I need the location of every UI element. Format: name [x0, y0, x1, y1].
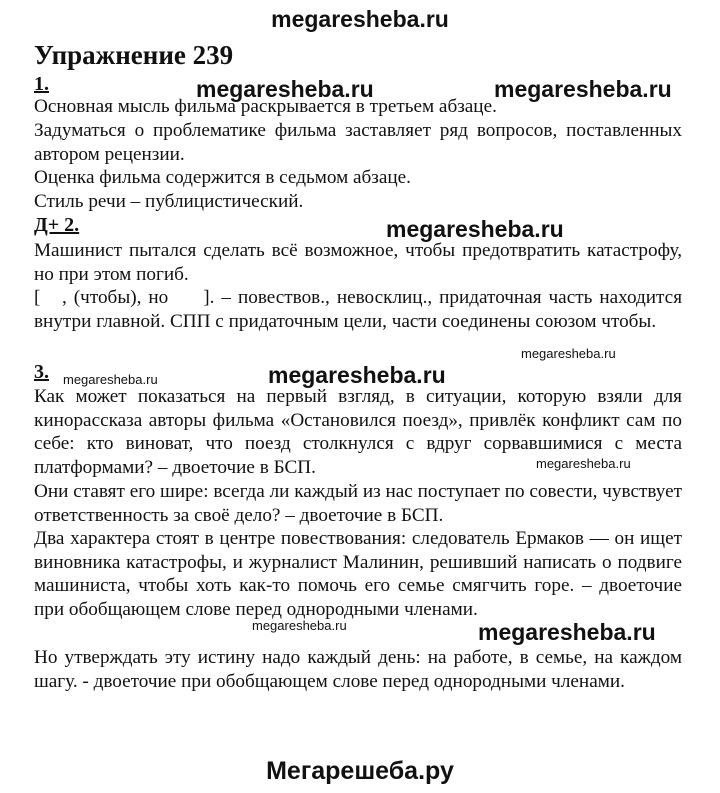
section-1-line: Стиль речи – публицистический.: [34, 191, 304, 212]
section-3-label: 3.: [34, 361, 49, 383]
section-2-sentence: Машинист пытался сделать всё возможное, чтобы предотвратить катастрофу, но при этом погиб.: [34, 240, 682, 285]
section-3-paragraph: Два характера стоят в центре повествования: следователь Ермаков — он ищет виновника катастрофы, и журналист Малинин, решивший написать о подвиге машиниста, чтобы хоть как-то помочь его семье смягчить горе. – двоеточие при обобщающем слове перед однородными членами.: [34, 528, 682, 620]
section-1-line: Оценка фильма содержится в седьмом абзаце.: [34, 167, 411, 188]
watermark-inline: megaresheba.ru: [386, 216, 564, 242]
watermark-inline: megaresheba.ru: [478, 619, 656, 645]
footer-brand: Мегарешеба.ру: [266, 757, 454, 785]
section-2-label: Д+ 2.: [34, 214, 80, 236]
scheme-rest: ]. – повествов., невосклиц., придаточная часть находится внутри главной. СПП с придаточным цели, части соединены союзом чтобы.: [34, 287, 683, 332]
section-1-line: Основная мысль фильма раскрывается в третьем абзаце.: [34, 96, 497, 117]
section-2-scheme: [34, 286, 682, 333]
section-1-label: 1.: [34, 73, 49, 95]
top-watermark: megaresheba.ru: [271, 6, 449, 32]
watermark-small: megaresheba.ru: [536, 456, 631, 471]
section-3-paragraph: Как может показаться на первый взгляд, в ситуации, которую взяли для кинорассказа авторы фильма «Остановился поезд», привлёк конфликт сам по себе: кто виноват, что поезд столкнулся с вдруг сорвавшимися с места платформами? – двоеточие в БСП.: [34, 386, 682, 478]
watermark-inline: megaresheba.ru: [268, 362, 446, 388]
watermark-inline: megaresheba.ru: [494, 76, 672, 102]
watermark-small: megaresheba.ru: [521, 346, 616, 361]
scheme-open-bracket: [: [34, 287, 41, 308]
exercise-title: Упражнение 239: [34, 40, 234, 70]
watermark-small: megaresheba.ru: [252, 618, 347, 633]
section-1-line: Задуматься о проблематике фильма заставляет ряд вопросов, поставленных автором рецензии.: [34, 120, 682, 165]
section-3-paragraph: Они ставят его шире: всегда ли каждый из нас поступает по совести, чувствует ответственность за своё дело? – двоеточие в БСП.: [34, 481, 682, 526]
scheme-inner: , (чтобы), но: [62, 287, 169, 308]
watermark-small: megaresheba.ru: [63, 372, 158, 387]
watermark-inline: megaresheba.ru: [196, 76, 374, 102]
section-3-paragraph: Но утверждать эту истину надо каждый день: на работе, в семье, на каждом шагу. - двоеточие при обобщающем слове перед однородными членами.: [34, 647, 682, 692]
